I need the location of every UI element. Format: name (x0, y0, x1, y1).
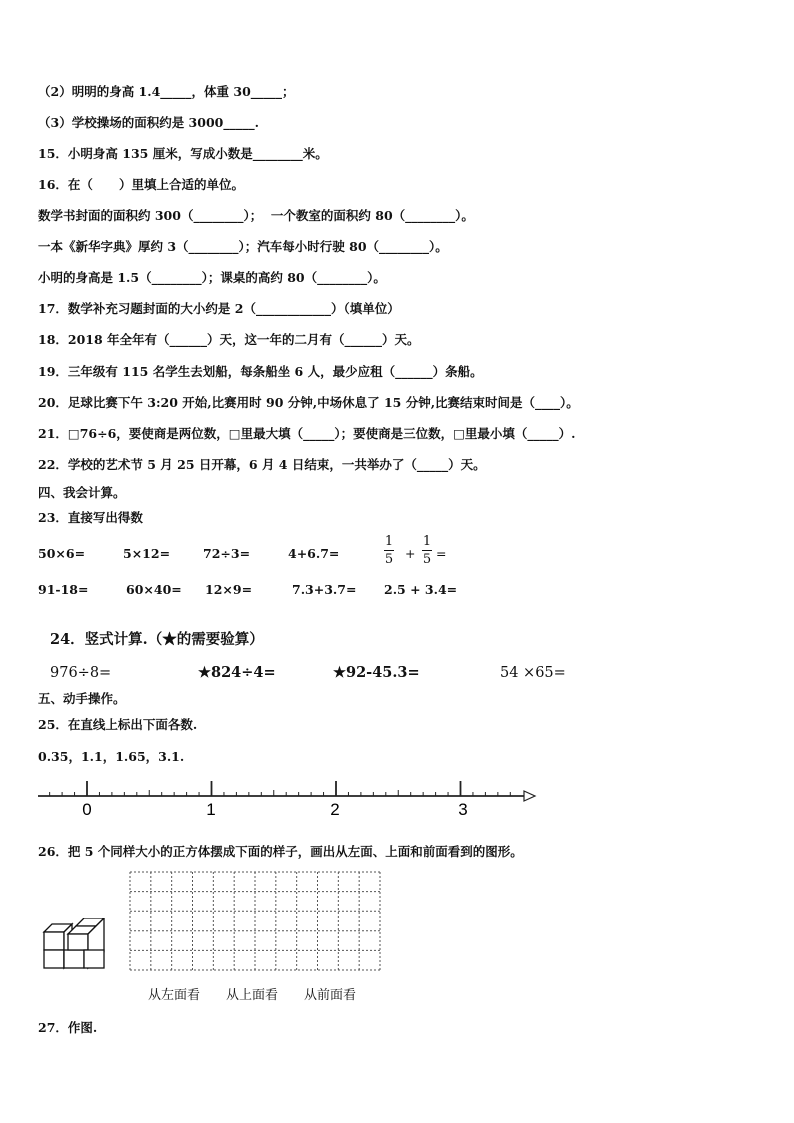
question-19: 19．三年级有 115 名学生去划船，每条船坐 6 人，最少应租（______）条船。 (38, 364, 483, 379)
fraction-numerator: 1 (422, 534, 432, 549)
question-22: 22．学校的艺术节 5 月 25 日开幕，6 月 4 日结束，一共举办了（_____）天。 (38, 457, 486, 472)
question-27: 27．作图. (38, 1020, 98, 1035)
calc-item: 91-18= (38, 582, 89, 597)
arrow-head (524, 791, 535, 801)
number-line-label: 0 (82, 800, 92, 816)
number-line (36, 776, 540, 816)
calc-24-item: 54 ×65= (500, 665, 566, 681)
calc-item: 7.3+3.7= (292, 582, 357, 597)
fraction-one-fifth (384, 534, 394, 567)
question-16: 16．在（ ）里填上合适的单位。 (38, 177, 245, 192)
grid-caption-top: 从上面看 (226, 988, 279, 1003)
calc-item: 5×12= (123, 546, 171, 561)
drawing-grid (129, 871, 381, 971)
cube-stack-figure (42, 918, 116, 972)
question-17: 17．数学补充习题封面的大小约是 2（____________）（填单位） (38, 301, 400, 316)
fraction-numerator: 1 (384, 534, 394, 549)
question-15: 15．小明身高 135 厘米，写成小数是________米。 (38, 146, 328, 161)
calc-24-item: ★824÷4= (198, 664, 276, 681)
calc-item: 60×40= (126, 582, 182, 597)
question-16-a: 数学书封面的面积约 300（________）； 一个教室的面积约 80（________）。 (38, 208, 474, 223)
section-5-heading: 五、动手操作。 (38, 691, 126, 706)
question-24: 24．竖式计算.（★的需要验算） (50, 631, 264, 648)
question-25: 25．在直线上标出下面各数. (38, 717, 198, 732)
question-23: 23．直接写出得数 (38, 510, 143, 525)
fraction-one-fifth (422, 534, 432, 567)
equals-sign: = (436, 546, 447, 561)
question-26: 26．把 5 个同样大小的正方体摆成下面的样子，画出从左面、上面和前面看到的图形。 (38, 844, 523, 859)
calc-item: 50×6= (38, 546, 86, 561)
question-16-c: 小明的身高是 1.5（________）；课桌的高约 80（________）。 (38, 270, 386, 285)
calc-24-item: 976÷8= (50, 665, 112, 681)
fraction-denominator: 5 (384, 552, 394, 567)
grid-caption-front: 从前面看 (304, 988, 357, 1003)
calc-item: 12×9= (205, 582, 253, 597)
question-16-b: 一本《新华字典》厚约 3（________）；汽车每小时行驶 80（________）。 (38, 239, 448, 254)
question-21: 21．□76÷6，要使商是两位数，□里最大填（_____）；要使商是三位数，□里最小填（_____）. (38, 426, 576, 441)
section-4-heading: 四、我会计算。 (38, 485, 126, 500)
number-line-label: 3 (458, 800, 468, 816)
calc-item: 72÷3= (203, 546, 251, 561)
fraction-denominator: 5 (422, 552, 432, 567)
calc-item: 4+6.7= (288, 546, 340, 561)
grid-caption-left: 从左面看 (148, 988, 201, 1003)
number-line-label: 2 (330, 800, 340, 816)
calc-item: 2.5 + 3.4= (384, 582, 458, 597)
number-line-label: 1 (206, 800, 216, 816)
plus-sign: + (405, 546, 416, 561)
question-20: 20．足球比赛下午 3:20 开始,比赛用时 90 分钟,中场休息了 15 分钟,比赛结束时间是（____）。 (38, 395, 579, 410)
question-18: 18．2018 年全年有（______）天，这一年的二月有（______）天。 (38, 332, 420, 347)
question-25-numbers: 0.35，1.1，1.65，3.1. (38, 749, 185, 764)
q-3-playground-area: （3）学校操场的面积约是 3000_____. (38, 115, 259, 130)
q-2-height-weight: （2）明明的身高 1.4_____，体重 30_____； (38, 84, 295, 99)
calc-24-item: ★92-45.3= (333, 664, 420, 681)
